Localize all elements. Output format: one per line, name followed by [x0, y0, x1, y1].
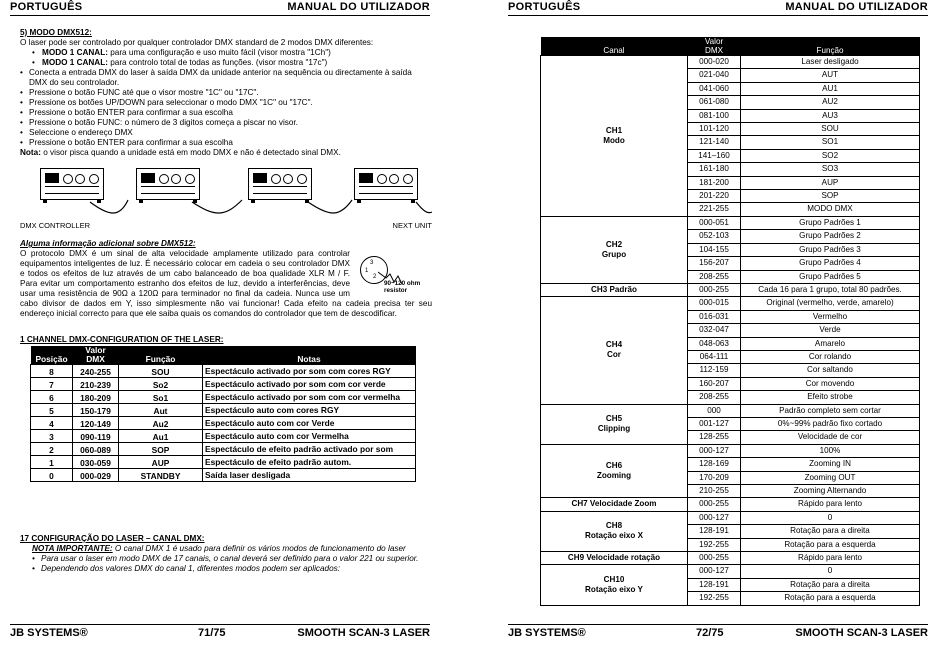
cell-dmx-value: 000-255: [688, 498, 741, 511]
table-row: [541, 297, 920, 310]
laser-unit: [40, 168, 104, 200]
cell-function: SO2: [741, 149, 920, 162]
cell-function: Verde: [741, 324, 920, 337]
cell-dmx-value: 210-255: [688, 485, 741, 498]
cell-function: So2: [119, 378, 203, 391]
cell-dmx-value: 000-127: [688, 511, 741, 524]
cell-position: 3: [31, 430, 73, 443]
channel-sublabel: Rotação eixo Y: [585, 585, 643, 595]
cell-notes: Espectáculo activado por som com cor vermelha: [203, 391, 416, 404]
table-row: [31, 365, 416, 378]
channel-sublabel: Modo: [603, 135, 625, 145]
cell-function: Amarelo: [741, 337, 920, 350]
cell-dmx-value: 208-255: [688, 270, 741, 283]
cell-dmx-value: 016-031: [688, 310, 741, 323]
section-heading: 5) MODO DMX512:: [20, 28, 92, 37]
page-footer: [508, 627, 928, 641]
laser-unit: [354, 168, 418, 200]
cell-position: 0: [31, 469, 73, 482]
seventeen-channel-table: [540, 37, 920, 606]
table-row: [31, 404, 416, 417]
cell-function: SOP: [741, 190, 920, 203]
cell-dmx-value: 112-159: [688, 364, 741, 377]
cell-channel: [541, 444, 688, 498]
table-header-row: [31, 346, 416, 365]
cell-position: 5: [31, 404, 73, 417]
cell-function: Original (vermelho, verde, amarelo): [741, 297, 920, 310]
cell-dmx-value: 128-191: [688, 525, 741, 538]
table-row: [541, 565, 920, 578]
cell-dmx-value: 181-200: [688, 176, 741, 189]
cell-function: Zooming Alternando: [741, 485, 920, 498]
cell-dmx-value: 160-207: [688, 377, 741, 390]
cell-dmx-value: 201-220: [688, 190, 741, 203]
col-function: Função: [119, 346, 203, 365]
cell-function: SOU: [741, 123, 920, 136]
cell-function: AUT: [741, 69, 920, 82]
cell-dmx-value: 000-051: [688, 216, 741, 229]
table-row: [541, 404, 920, 417]
table-row: [541, 216, 920, 229]
step-item: • Pressione o botão ENTER para confirmar a sua escolha: [20, 108, 432, 118]
cell-notes: Espectáculo activado por som com cores RGY: [203, 365, 416, 378]
cell-channel: [541, 511, 688, 551]
cell-function: Grupo Padrões 4: [741, 257, 920, 270]
resistor-label: 90~120 ohm resistor: [384, 280, 421, 294]
mode-item: • MODO 1 CANAL: para uma configuração e uso muito fácil (visor mostra "1Ch"): [20, 48, 432, 58]
cell-channel: [541, 216, 688, 283]
cell-function: Cor saltando: [741, 364, 920, 377]
table-row: [541, 56, 920, 69]
table-row: [31, 443, 416, 456]
col-notes: Notas: [203, 346, 416, 365]
cell-notes: Espectáculo de efeito padrão activado por som: [203, 443, 416, 456]
cell-position: 8: [31, 365, 73, 378]
table-row: [31, 378, 416, 391]
one-channel-table: [30, 346, 416, 482]
cell-dmx-value: 104-155: [688, 243, 741, 256]
cell-dmx-value: 000-029: [73, 469, 119, 482]
cell-position: 7: [31, 378, 73, 391]
cell-notes: Espectáculo auto com cores RGY: [203, 404, 416, 417]
cell-function: Cada 16 para 1 grupo, total 80 padrões.: [741, 283, 920, 296]
header-language: PORTUGUÊS: [508, 1, 581, 13]
channel-sublabel: Rotação eixo X: [584, 531, 644, 541]
header-language: PORTUGUÊS: [10, 1, 83, 13]
cell-dmx-value: 121-140: [688, 136, 741, 149]
cell-channel: [541, 283, 688, 296]
dmx-chain-diagram: [20, 162, 432, 232]
cell-function: SO3: [741, 163, 920, 176]
table-row: [541, 552, 920, 565]
cell-function: Zooming OUT: [741, 471, 920, 484]
table-row: [31, 456, 416, 469]
step-item: • Pressione o botão ENTER para confirmar a sua escolha: [20, 138, 432, 148]
cell-dmx-value: 101-120: [688, 123, 741, 136]
cell-dmx-value: 156-207: [688, 257, 741, 270]
channel-label: CH5: [605, 414, 623, 424]
header-title: MANUAL DO UTILIZADOR: [287, 1, 430, 13]
footer-page-number: 71/75: [198, 627, 226, 639]
footer-divider: [10, 624, 430, 625]
info-paragraph: O protocolo DMX é um sinal de alta velocidade amplamente utilizado para controlar equipamentos inteligentes de luz. É necessário colocar em cadeia o seu controlador DMX e todos os efeitos de luz através de um cabo balanceado de boa qualidade XLR M / F. Para evitar um comportamento estranho dos efeitos de luz, devido a interferências, deve usar uma resistência de 90Ω a 120Ω para terminador no final da cadeia. Nunca use um cabo divisor de dados em Y, isso simplesmente não vai funcionar! Cada efeito na cadeia precisa ter seu endereço inicial correcto para que ele saiba quais os comandos do controlador que tem de descodificar.: [20, 249, 432, 318]
header-divider: [508, 15, 928, 16]
config17-section: [20, 534, 432, 574]
cell-function: Rotação para a esquerda: [741, 538, 920, 551]
footer-brand: JB SYSTEMS®: [10, 627, 88, 639]
cell-function: Padrão completo sem cortar: [741, 404, 920, 417]
laser-unit: [136, 168, 200, 200]
cell-dmx-value: 000: [688, 404, 741, 417]
cell-channel: [541, 498, 688, 511]
intro-text: O laser pode ser controlado por qualquer controlador DMX standard de 2 modos DMX diferentes:: [20, 38, 374, 47]
cell-notes: Espectáculo activado por som com cor verde: [203, 378, 416, 391]
cell-function: Rotação para a direita: [741, 525, 920, 538]
cell-channel: [541, 56, 688, 217]
cell-function: SOU: [119, 365, 203, 378]
config17-bullet: • Para usar o laser em modo DMX de 17 canais, o canal deverá ser definido para o valor 221 ou superior.: [32, 554, 432, 564]
left-page: [10, 0, 470, 654]
cell-position: 4: [31, 417, 73, 430]
channel-sublabel: Grupo: [601, 249, 627, 259]
cell-position: 1: [31, 456, 73, 469]
channel-label: CH7 Velocidade Zoom: [571, 499, 657, 509]
cell-position: 6: [31, 391, 73, 404]
cell-dmx-value: 221-255: [688, 203, 741, 216]
table-header-row: [541, 37, 920, 56]
cell-channel: [541, 297, 688, 404]
header-title: MANUAL DO UTILIZADOR: [785, 1, 928, 13]
cell-notes: Espectáculo de efeito padrão autom.: [203, 456, 416, 469]
step-item: • Conecta a entrada DMX do laser à saída DMX da unidade anterior na sequência ou directamente à saída DMX do seu controlador.: [20, 68, 432, 88]
cell-function: Aut: [119, 404, 203, 417]
footer-page-number: 72/75: [696, 627, 724, 639]
cell-function: 0: [741, 511, 920, 524]
cell-function: Cor movendo: [741, 377, 920, 390]
config17-bullets: [20, 554, 432, 574]
table-row: [541, 498, 920, 511]
cell-function: Rápido para lento: [741, 498, 920, 511]
steps-list: [20, 68, 432, 148]
cell-function: Velocidade de cor: [741, 431, 920, 444]
cell-channel: [541, 552, 688, 565]
cell-dmx-value: 041-060: [688, 82, 741, 95]
page-footer: [10, 627, 430, 641]
channel-label: CH1: [605, 125, 623, 135]
mode-item: • MODO 1 CANAL: para controlo total de todas as funções. (visor mostra "17c"): [20, 58, 432, 68]
cell-function: Efeito strobe: [741, 391, 920, 404]
channel-label: CH8: [605, 521, 623, 531]
cell-channel: [541, 565, 688, 605]
cell-dmx-value: 180-209: [73, 391, 119, 404]
cell-function: Cor rolando: [741, 350, 920, 363]
table-row: [31, 391, 416, 404]
cell-dmx-value: 128-191: [688, 578, 741, 591]
col-dmx-value: Valor DMX: [73, 346, 119, 365]
config17-heading: 17 CONFIGURAÇÃO DO LASER – CANAL DMX:: [20, 534, 205, 543]
cell-function: Vermelho: [741, 310, 920, 323]
cell-dmx-value: 208-255: [688, 391, 741, 404]
table-row: [541, 511, 920, 524]
col-dmx-value: Valor DMX: [688, 37, 741, 56]
cell-dmx-value: 000-015: [688, 297, 741, 310]
important-note: NOTA IMPORTANTE: O canal DMX 1 é usado para definir os vários modos de funcionamento do laser: [32, 544, 406, 553]
cell-notes: Saída laser desligada: [203, 469, 416, 482]
footer-divider: [508, 624, 928, 625]
cell-dmx-value: 161-180: [688, 163, 741, 176]
cell-dmx-value: 128-169: [688, 458, 741, 471]
cell-dmx-value: 170-209: [688, 471, 741, 484]
info-heading: Alguma informação adicional sobre DMX512:: [20, 239, 196, 248]
note-text: Nota: o visor pisca quando a unidade está em modo DMX e não é detectado sinal DMX.: [20, 148, 341, 157]
channel-label: CH3 Padrão: [591, 284, 637, 294]
channel-label: CH6: [605, 461, 623, 471]
cell-function: Grupo Padrões 3: [741, 243, 920, 256]
cell-dmx-value: 081-100: [688, 109, 741, 122]
step-item: • Pressione os botões UP/DOWN para seleccionar o modo DMX "1C" ou "17C".: [20, 98, 432, 108]
cell-dmx-value: 240-255: [73, 365, 119, 378]
channel-sublabel: Clipping: [597, 424, 631, 434]
cell-channel: [541, 404, 688, 444]
table-row: [541, 444, 920, 457]
table-row: [31, 417, 416, 430]
cell-function: Rotação para a esquerda: [741, 592, 920, 605]
cell-function: AUP: [741, 176, 920, 189]
table-row: [31, 469, 416, 482]
cell-function: Grupo Padrões 1: [741, 216, 920, 229]
cell-function: SOP: [119, 443, 203, 456]
footer-product: SMOOTH SCAN-3 LASER: [795, 627, 928, 639]
right-page: [508, 0, 950, 654]
cell-dmx-value: 090-119: [73, 430, 119, 443]
cell-dmx-value: 192-255: [688, 538, 741, 551]
col-position: Posição: [31, 346, 73, 365]
channel-label: CH4: [605, 340, 623, 350]
cell-function: Grupo Padrões 2: [741, 230, 920, 243]
step-item: • Pressione o botão FUNC: o número de 3 digitos começa a piscar no visor.: [20, 118, 432, 128]
cell-dmx-value: 120-149: [73, 417, 119, 430]
cell-function: AU3: [741, 109, 920, 122]
cell-dmx-value: 052-103: [688, 230, 741, 243]
channel-label: CH9 Velocidade rotação: [567, 553, 661, 563]
cell-dmx-value: 061-080: [688, 96, 741, 109]
cell-function: STANDBY: [119, 469, 203, 482]
cell-dmx-value: 048-063: [688, 337, 741, 350]
table-row: [31, 430, 416, 443]
cell-function: 0: [741, 565, 920, 578]
footer-product: SMOOTH SCAN-3 LASER: [297, 627, 430, 639]
cell-function: AUP: [119, 456, 203, 469]
dmx-mode-section: [20, 28, 432, 158]
cell-function: Grupo Padrões 5: [741, 270, 920, 283]
cell-dmx-value: 001-127: [688, 417, 741, 430]
cell-function: AU1: [741, 82, 920, 95]
cell-notes: Espectáculo auto com cor Vermelha: [203, 430, 416, 443]
col-function: Função: [741, 37, 920, 56]
cell-function: Zooming IN: [741, 458, 920, 471]
cell-dmx-value: 000-255: [688, 552, 741, 565]
cell-dmx-value: 021-040: [688, 69, 741, 82]
cell-dmx-value: 060-089: [73, 443, 119, 456]
cell-dmx-value: 064-111: [688, 350, 741, 363]
cell-function: Rotação para a direita: [741, 578, 920, 591]
step-item: • Seleccione o endereço DMX: [20, 128, 432, 138]
cell-function: Rápido para lento: [741, 552, 920, 565]
cell-dmx-value: 150-179: [73, 404, 119, 417]
cell-position: 2: [31, 443, 73, 456]
cell-dmx-value: 192-255: [688, 592, 741, 605]
channel-label: CH2: [605, 239, 623, 249]
next-unit-label: NEXT UNIT: [392, 221, 432, 230]
step-item: • Pressione o botão FUNC até que o visor mostre "1C" ou "17C".: [20, 88, 432, 98]
dmx-controller-label: DMX CONTROLLER: [20, 221, 91, 230]
mode-list: [20, 48, 432, 68]
channel-label: CH10: [603, 575, 625, 585]
cell-dmx-value: 032-047: [688, 324, 741, 337]
footer-brand: JB SYSTEMS®: [508, 627, 586, 639]
table-row: [541, 283, 920, 296]
channel-sublabel: Zooming: [596, 471, 632, 481]
cell-function: MODO DMX: [741, 203, 920, 216]
table1-heading: 1 CHANNEL DMX-CONFIGURATION OF THE LASER:: [20, 335, 224, 344]
cell-dmx-value: 000-255: [688, 283, 741, 296]
channel-sublabel: Cor: [607, 350, 621, 360]
cell-dmx-value: 210-239: [73, 378, 119, 391]
cell-function: Au2: [119, 417, 203, 430]
cell-dmx-value: 000-127: [688, 444, 741, 457]
cell-notes: Espectáculo auto com cor Verde: [203, 417, 416, 430]
cell-dmx-value: 000-127: [688, 565, 741, 578]
cell-function: Laser desligado: [741, 56, 920, 69]
cell-dmx-value: 128-255: [688, 431, 741, 444]
xlr-connector-icon: 3 1 2: [360, 256, 388, 284]
cell-dmx-value: 141–160: [688, 149, 741, 162]
cell-function: Au1: [119, 430, 203, 443]
cell-function: SO1: [741, 136, 920, 149]
cell-function: 0%~99% padrão fixo cortado: [741, 417, 920, 430]
cell-dmx-value: 030-059: [73, 456, 119, 469]
header-divider: [10, 15, 430, 16]
cell-function: 100%: [741, 444, 920, 457]
laser-unit: [248, 168, 312, 200]
cell-dmx-value: 000-020: [688, 56, 741, 69]
config17-bullet: • Dependendo dos valores DMX do canal 1, diferentes modos podem ser aplicados:: [32, 564, 432, 574]
col-channel: Canal: [541, 37, 688, 56]
cell-function: AU2: [741, 96, 920, 109]
cell-function: So1: [119, 391, 203, 404]
